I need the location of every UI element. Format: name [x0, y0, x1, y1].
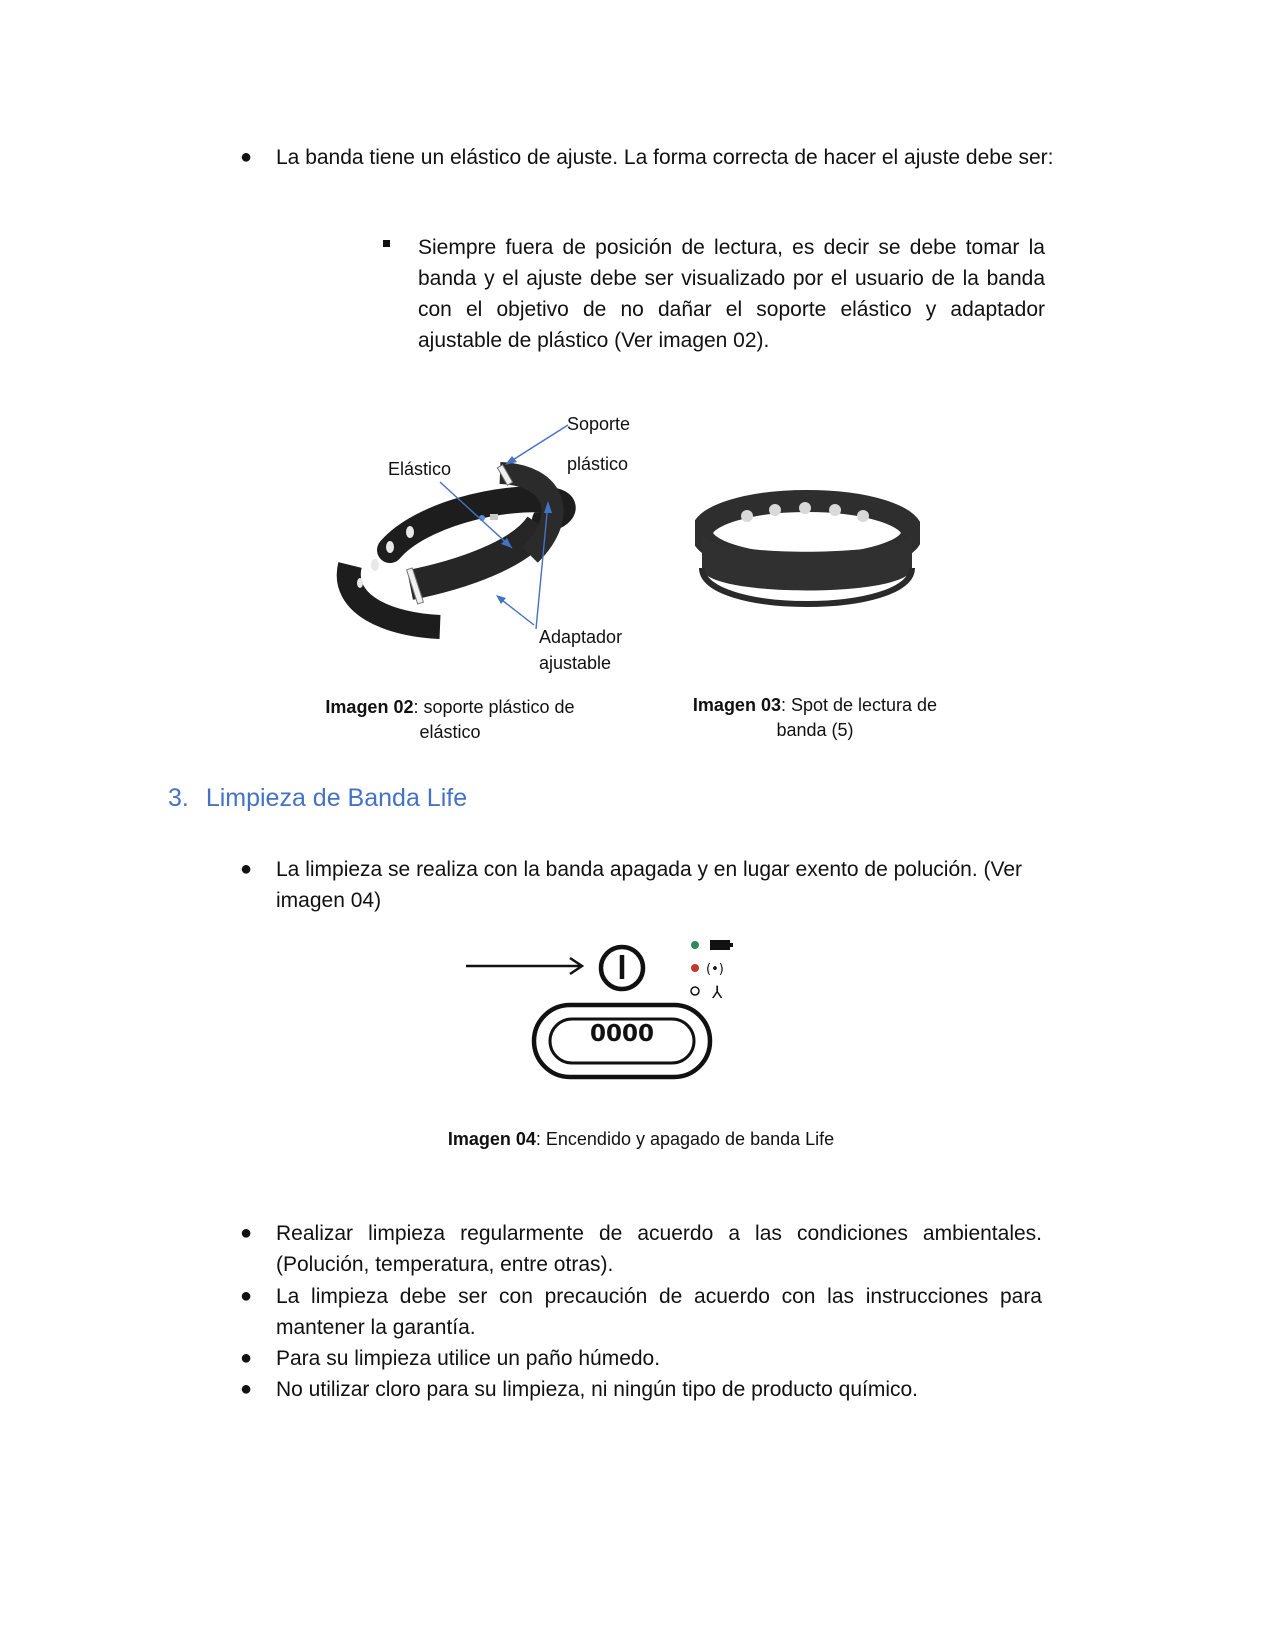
band-closed-illustration — [695, 488, 920, 613]
cleaning-bullet-2: La limpieza debe ser con precaución de acuerdo con las instrucciones para mantener la garantía. — [276, 1285, 1042, 1339]
cleaning-bullet-4: No utilizar cloro para su limpieza, ni ningún tipo de producto químico. — [276, 1378, 919, 1401]
band-open-illustration — [330, 405, 650, 655]
button-label: 0000 — [589, 1021, 654, 1047]
caption-image-04-bold: Imagen 04 — [447, 1129, 536, 1149]
label-adaptador-1: Adaptador — [539, 627, 623, 647]
label-soporte-1: Soporte — [567, 414, 631, 434]
caption-image-02-line1: : soporte plástico de — [413, 697, 575, 717]
square-bullet — [383, 240, 390, 247]
section-number: 3. — [168, 784, 189, 812]
caption-image-02-bold: Imagen 02 — [325, 697, 414, 717]
power-diagram — [462, 935, 747, 1085]
cleaning-bullet-3: Para su limpieza utilice un paño húmedo. — [276, 1347, 661, 1370]
caption-image-03-line1: : Spot de lectura de — [780, 695, 938, 715]
caption-image-02-line2: elástico — [419, 722, 481, 742]
caption-image-03-bold: Imagen 03 — [692, 695, 781, 715]
image-04 — [462, 935, 747, 1085]
label-elastico: Elástico — [388, 459, 452, 479]
section-title: Limpieza de Banda Life — [205, 784, 468, 812]
bullet-dot: ● — [240, 1378, 253, 1400]
power-icon — [601, 947, 643, 989]
sub-bullet-text: Siempre fuera de posición de lectura, es decir se debe tomar la banda y el ajuste debe ser visualizado por el usuario de la banda con el objetivo de no dañar el soporte elástico y adaptador ajustable de plástico (Ver imagen 02). — [418, 236, 1045, 352]
caption-image-02 — [300, 695, 600, 745]
caption-image-03-line2: banda (5) — [776, 720, 854, 740]
cleaning-intro-text: La limpieza se realiza con la banda apagada y en lugar exento de polución. (Ver imagen 04) — [276, 858, 1023, 912]
bullet-dot: ● — [240, 1347, 253, 1369]
bullet-dot: ● — [240, 858, 253, 880]
section-heading — [168, 784, 467, 813]
bullet-dot: ● — [240, 1285, 253, 1307]
intro-bullet-text: La banda tiene un elástico de ajuste. La forma correcta de hacer el ajuste debe ser: — [276, 146, 1054, 169]
caption-image-04-rest: : Encendido y apagado de banda Life — [535, 1129, 835, 1149]
caption-image-04 — [400, 1127, 882, 1152]
bullet-dot: ● — [240, 146, 253, 168]
image-02 — [330, 405, 650, 655]
svg-text:(•): (•) — [706, 962, 724, 977]
svg-text:⅄: ⅄ — [712, 983, 723, 1003]
cleaning-bullet-1: Realizar limpieza regularmente de acuerdo a las condiciones ambientales. (Polución, temperatura, entre otras). — [276, 1222, 1042, 1276]
label-soporte-2: plástico — [567, 454, 629, 474]
image-03 — [695, 488, 920, 613]
bullet-dot: ● — [240, 1222, 253, 1244]
label-adaptador-2: ajustable — [539, 653, 612, 673]
caption-image-03 — [680, 693, 950, 743]
